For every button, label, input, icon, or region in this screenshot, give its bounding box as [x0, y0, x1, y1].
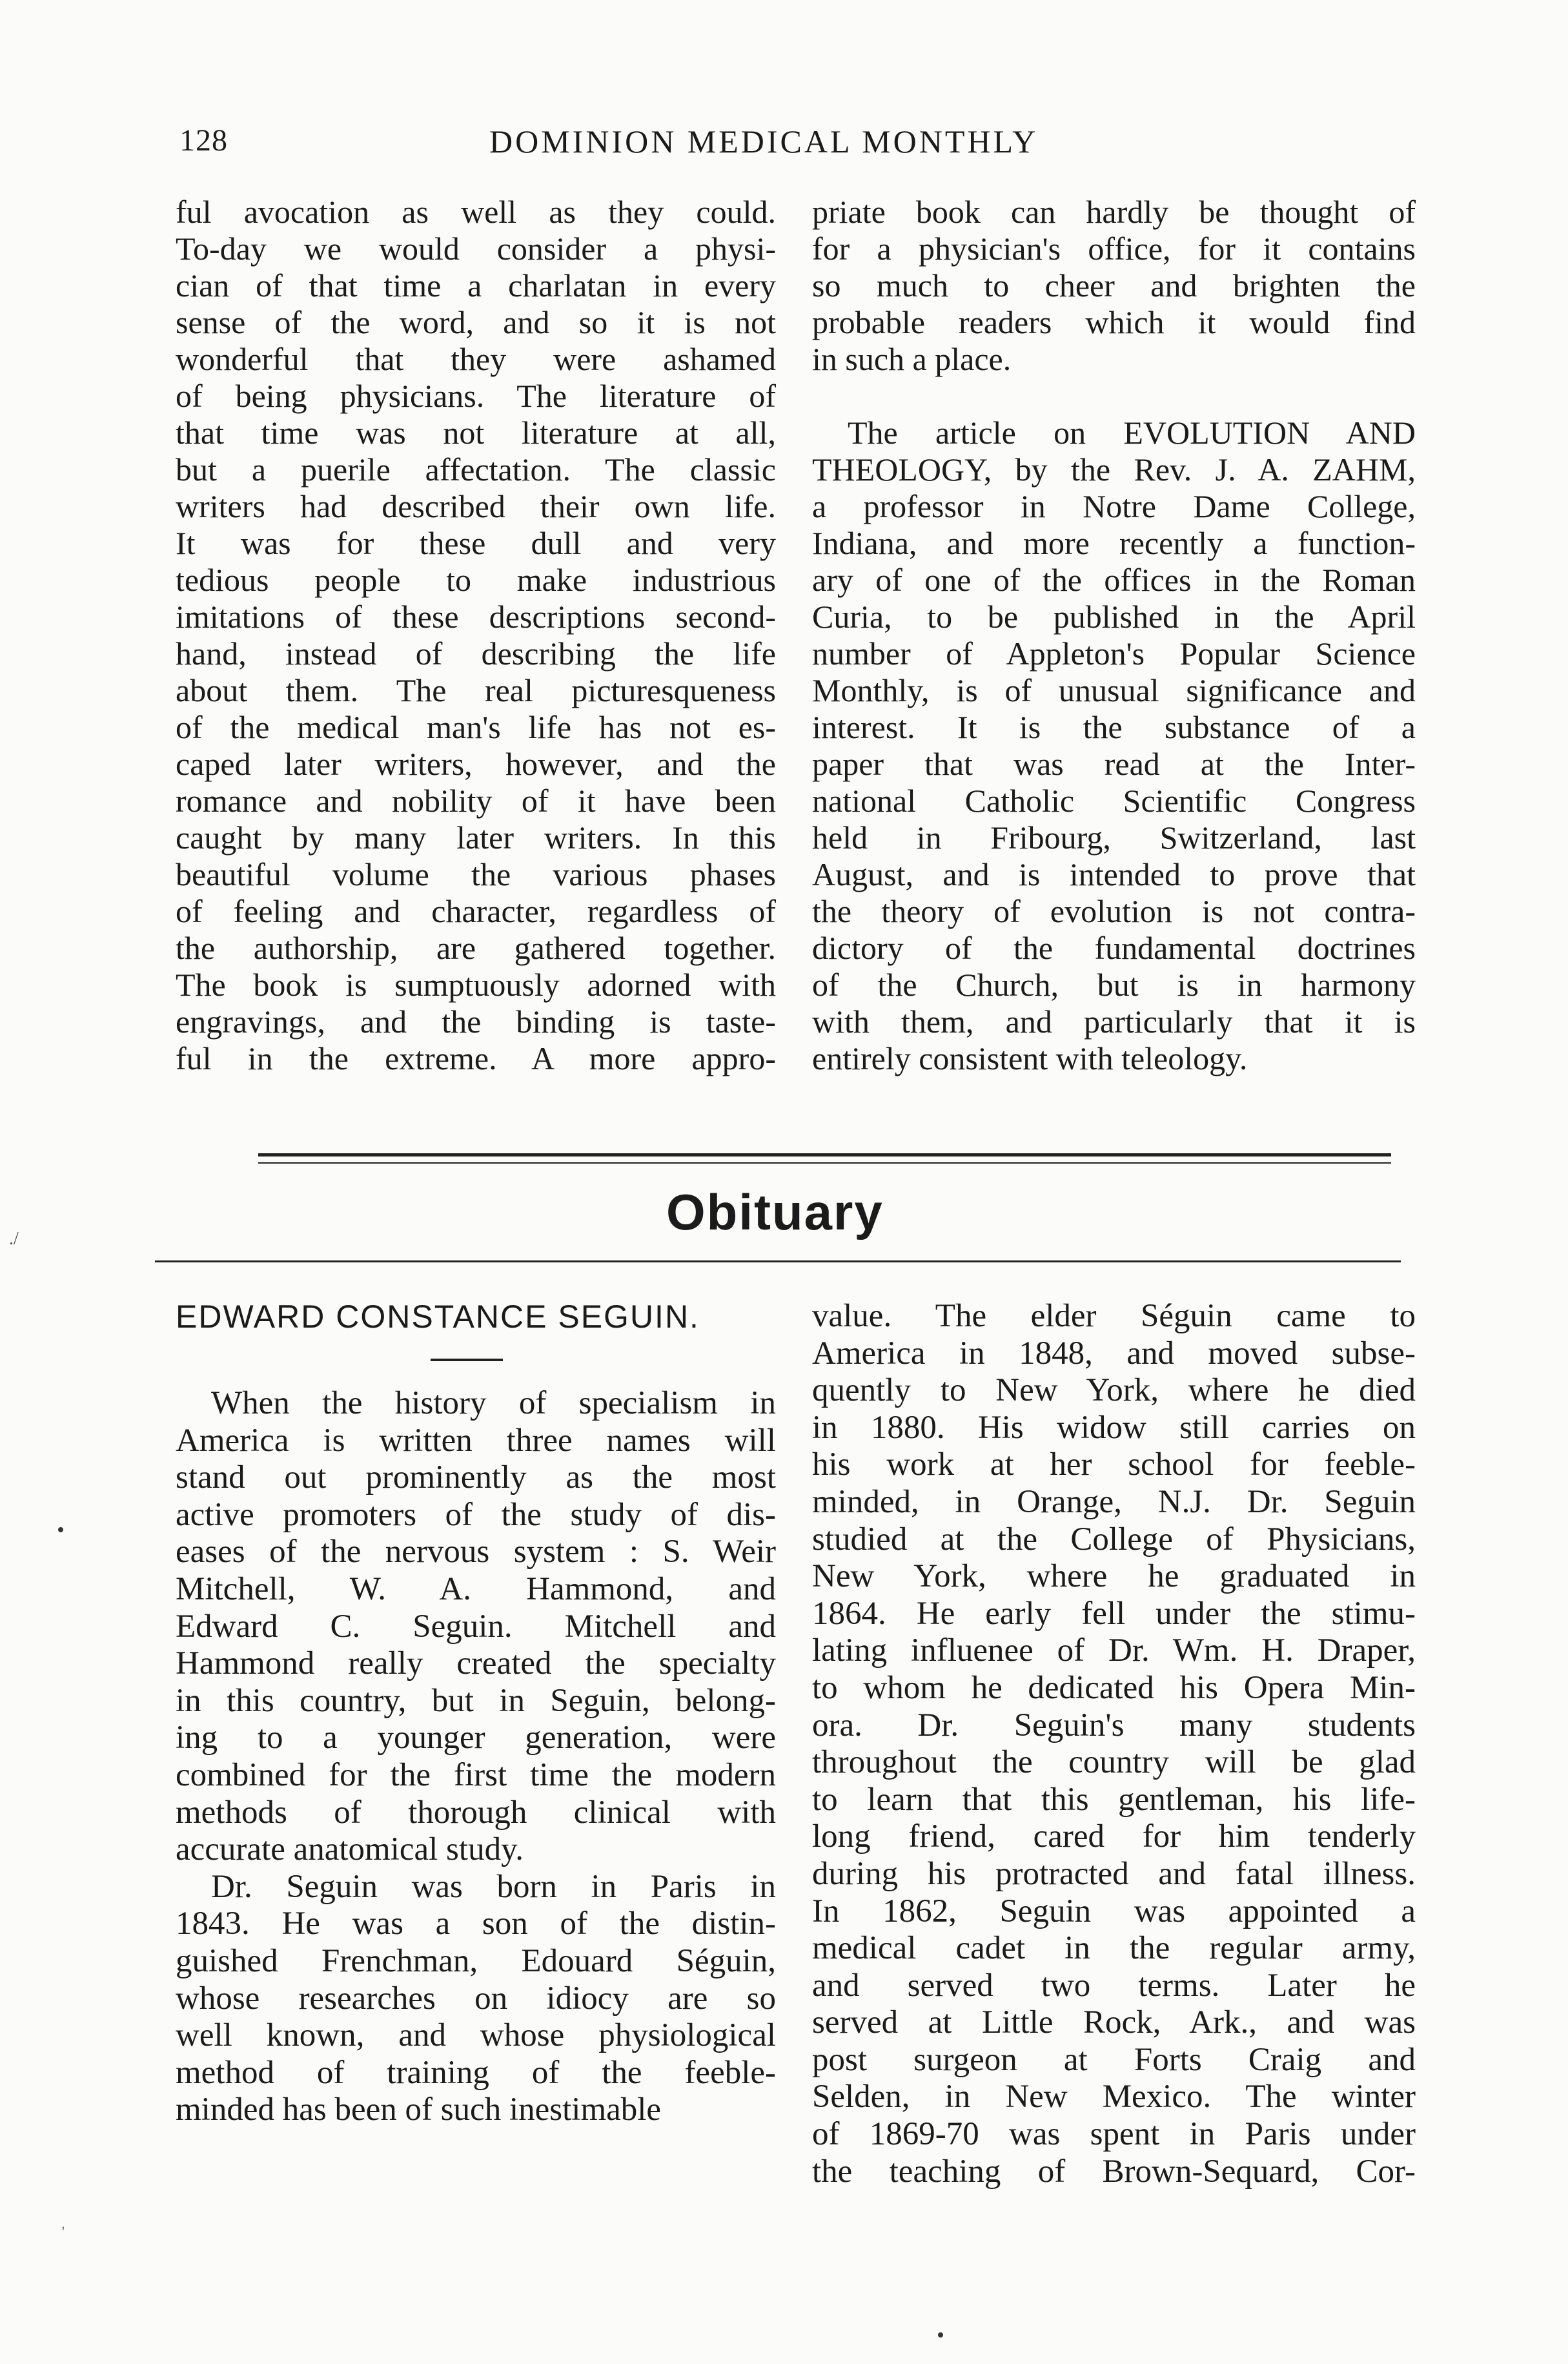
title-underline-rule [155, 1260, 1401, 1262]
section-title: Obituary [666, 1184, 884, 1240]
text-line: national Catholic Scientific Congress [812, 783, 1416, 819]
text-line: When the history of specialism in [211, 1385, 776, 1421]
text-line: with them, and particularly that it is [812, 1003, 1416, 1040]
text-line: Curia, to be published in the April [812, 599, 1416, 635]
text-line: August, and is intended to prove that [812, 856, 1416, 892]
text-line: writers had described their own life. [176, 488, 776, 524]
text-line: so much to cheer and brighten the [812, 267, 1416, 303]
obituary-heading: EDWARD CONSTANCE SEGUIN. [176, 1299, 700, 1335]
text-line: in 1880. His widow still carries on [812, 1409, 1416, 1446]
text-line: It was for these dull and very [176, 525, 776, 561]
text-line: ful in the extreme. A more appro- [176, 1040, 776, 1076]
bottom-speck [938, 2332, 943, 2338]
text-line: the authorship, are gathered together. [176, 930, 776, 966]
text-line: stand out prominently as the most [176, 1459, 776, 1496]
text-line: dictory of the fundamental doctrines [812, 930, 1416, 966]
text-line: imitations of these descriptions second- [176, 599, 776, 635]
obituary-right-column [812, 1298, 1416, 2190]
text-line: romance and nobility of it have been [176, 783, 776, 819]
margin-tick-mark: ./ [9, 1229, 19, 1249]
text-line: and served two terms. Later he [812, 1967, 1416, 2004]
page-number: 128 [179, 123, 228, 158]
text-line: the theory of evolution is not contra- [812, 893, 1416, 929]
text-line: to learn that this gentleman, his life- [812, 1781, 1416, 1818]
text-line: Hammond really created the specialty [176, 1645, 776, 1682]
text-line: The book is sumptuously adorned with [176, 967, 776, 1003]
text-line: 1864. He early fell under the stimu- [812, 1595, 1416, 1632]
text-line: THEOLOGY, by the Rev. J. A. ZAHM, [812, 451, 1416, 488]
section-rule-thick [258, 1153, 1391, 1156]
text-line: guished Frenchman, Edouard Séguin, [176, 1942, 776, 1979]
text-line: minded has been of such inestimable [176, 2092, 662, 2128]
heading-short-rule [431, 1359, 503, 1361]
text-line: Monthly, is of unusual significance and [812, 672, 1416, 708]
text-line: of being physicians. The literature of [176, 378, 776, 414]
text-line: methods of thorough clinical with [176, 1794, 776, 1831]
review-right-column [812, 194, 1416, 1077]
text-line: accurate anatomical study. [176, 1831, 524, 1868]
text-line: Dr. Seguin was born in Paris in [211, 1868, 776, 1905]
obituary-left-column [176, 1385, 776, 2129]
text-line: but a puerile affectation. The classic [176, 451, 776, 488]
margin-tick-mark-lower: ' [62, 2223, 65, 2239]
text-line: active promoters of the study of dis- [176, 1496, 776, 1533]
text-line: whose researches on idiocy are so [176, 1980, 776, 2017]
text-line: 1843. He was a son of the distin- [176, 1906, 776, 1942]
text-line: lating influenee of Dr. Wm. H. Draper, [812, 1632, 1416, 1669]
text-line: the teaching of Brown-Sequard, Cor- [812, 2153, 1416, 2190]
text-line: during his protracted and fatal illness. [812, 1855, 1416, 1892]
text-line: for a physician's office, for it contains [812, 231, 1416, 267]
paragraph-gap [812, 378, 1416, 415]
text-line: priate book can hardly be thought of [812, 194, 1416, 230]
text-line: number of Appleton's Popular Science [812, 635, 1416, 672]
text-line: held in Fribourg, Switzerland, last [812, 819, 1416, 856]
text-line: long friend, cared for him tenderly [812, 1818, 1416, 1855]
text-line: served at Little Rock, Ark., and was [812, 2004, 1416, 2041]
text-line: medical cadet in the regular army, [812, 1930, 1416, 1967]
text-line: ora. Dr. Seguin's many students [812, 1707, 1416, 1743]
text-line: cian of that time a charlatan in every [176, 267, 776, 303]
text-line: wonderful that they were ashamed [176, 341, 776, 377]
text-line: In 1862, Seguin was appointed a [812, 1893, 1416, 1929]
text-line: ary of one of the offices in the Roman [812, 562, 1416, 598]
text-line: method of training of the feeble- [176, 2054, 776, 2091]
text-line: of 1869-70 was spent in Paris under [812, 2116, 1416, 2153]
margin-speck [58, 1527, 63, 1532]
text-line: interest. It is the substance of a [812, 709, 1416, 745]
text-line: in such a place. [812, 341, 1012, 377]
text-line: caught by many later writers. In this [176, 819, 776, 856]
text-line: ful avocation as well as they could. [176, 194, 776, 230]
text-line: paper that was read at the Inter- [812, 746, 1416, 782]
text-line: tedious people to make industrious [176, 562, 776, 598]
text-line: of the Church, but is in harmony [812, 967, 1416, 1003]
text-line: New York, where he graduated in [812, 1558, 1416, 1595]
text-line: ing to a younger generation, were [176, 1720, 776, 1756]
text-line: about them. The real picturesqueness [176, 672, 776, 708]
text-line: Edward C. Seguin. Mitchell and [176, 1608, 776, 1645]
text-line: his work at her school for feeble- [812, 1446, 1416, 1483]
text-line: America in 1848, and moved subse- [812, 1335, 1416, 1372]
text-line: The article on EVOLUTION AND [848, 415, 1416, 451]
text-line: value. The elder Séguin came to [812, 1298, 1416, 1334]
section-rule-thin [258, 1162, 1391, 1164]
page-header [179, 123, 1419, 168]
text-line: post surgeon at Forts Craig and [812, 2041, 1416, 2078]
text-line: of feeling and character, regardless of [176, 893, 776, 929]
text-line: America is written three names will [176, 1422, 776, 1459]
text-line: minded, in Orange, N.J. Dr. Seguin [812, 1483, 1416, 1520]
text-line: Mitchell, W. A. Hammond, and [176, 1570, 776, 1607]
text-line: eases of the nervous system : S. Weir [176, 1534, 776, 1570]
text-line: combined for the first time the modern [176, 1756, 776, 1793]
text-line: quently to New York, where he died [812, 1372, 1416, 1409]
text-line: entirely consistent with teleology. [812, 1040, 1248, 1076]
text-line: that time was not literature at all, [176, 415, 776, 451]
text-line: Indiana, and more recently a function- [812, 525, 1416, 561]
text-line: a professor in Notre Dame College, [812, 488, 1416, 524]
text-line: probable readers which it would find [812, 304, 1416, 340]
text-line: Selden, in New Mexico. The winter [812, 2079, 1416, 2115]
text-line: caped later writers, however, and the [176, 746, 776, 782]
review-left-column [176, 194, 776, 1077]
text-line: to whom he dedicated his Opera Min- [812, 1669, 1416, 1706]
text-line: in this country, but in Seguin, belong- [176, 1682, 776, 1719]
text-line: engravings, and the binding is taste- [176, 1003, 776, 1040]
text-line: studied at the College of Physicians, [812, 1521, 1416, 1557]
text-line: well known, and whose physiological [176, 2017, 776, 2054]
text-line: hand, instead of describing the life [176, 635, 776, 672]
running-head: DOMINION MEDICAL MONTHLY [489, 123, 1039, 159]
text-line: sense of the word, and so it is not [176, 304, 776, 340]
text-line: beautiful volume the various phases [176, 856, 776, 892]
text-line: To-day we would consider a physi- [176, 231, 776, 267]
text-line: of the medical man's life has not es- [176, 709, 776, 745]
text-line: throughout the country will be glad [812, 1744, 1416, 1781]
